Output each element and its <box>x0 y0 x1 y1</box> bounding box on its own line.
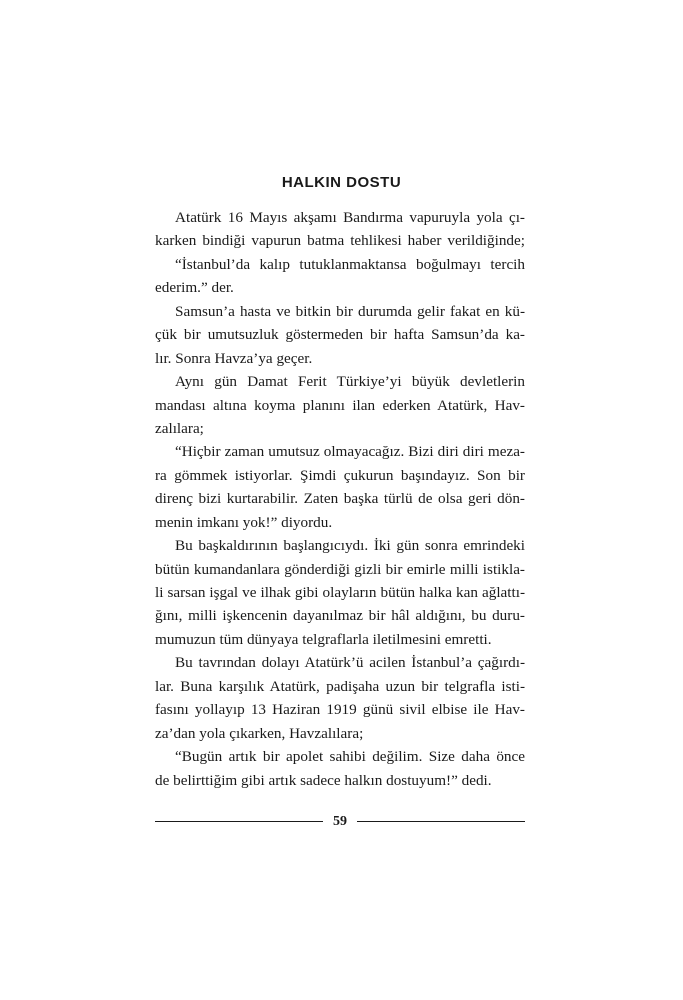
footer-rule-right <box>357 821 525 822</box>
text-line: lar. Buna karşılık Atatürk, padişaha uzun bir telgrafla isti- <box>155 677 525 695</box>
text-line: mandası altına koyma planını ilan ederken Atatürk, Hav- <box>155 396 525 414</box>
text-line: karken bindiği vapurun batma tehlikesi haber verildiğinde; <box>155 232 525 250</box>
text-line: “İstanbul’da kalıp tutuklanmaktansa boğulmayı tercih <box>175 255 525 273</box>
text-line: mumuzun tüm dünyaya telgraflarla iletilmesini emretti. <box>155 630 492 648</box>
chapter-title: HALKIN DOSTU <box>281 174 402 191</box>
text-line: Bu tavrından dolayı Atatürk’ü acilen İstanbul’a çağırdı- <box>175 654 525 672</box>
text-line: Atatürk 16 Mayıs akşamı Bandırma vapuruyla yola çı- <box>175 209 525 226</box>
text-line: zalılara; <box>155 419 204 437</box>
page-number: 59 <box>333 814 347 829</box>
text-line: menin imkanı yok!” diyordu. <box>155 513 333 531</box>
text-line: ğını, milli işkencenin dayanılmaz bir hâl aldığını, bu duru- <box>155 607 525 625</box>
text-line: ederim.” der. <box>155 279 234 297</box>
text-line: fasını yollayıp 13 Haziran 1919 günü sivil elbise ile Hav- <box>155 701 525 719</box>
text-line: za’dan yola çıkarken, Havzalılara; <box>155 724 364 742</box>
text-line: ra gömmek istiyorlar. Şimdi çukurun başındayız. Son bir <box>155 466 525 484</box>
text-line: Bu başkaldırının başlangıcıydı. İki gün sonra emrindeki <box>175 537 525 555</box>
text-line: Aynı gün Damat Ferit Türkiye’yi büyük devletlerin <box>175 373 525 391</box>
body-text <box>155 206 525 792</box>
text-line: lır. Sonra Havza’ya geçer. <box>155 349 313 367</box>
text-line: li sarsan işgal ve ilhak gibi olayların bütün halka kan ağlattı- <box>155 584 525 601</box>
text-line: “Bugün artık bir apolet sahibi değilim. Size daha önce <box>175 748 525 766</box>
text-line: de belirttiğim gibi artık sadece halkın dostuyum!” dedi. <box>155 771 492 789</box>
text-line: “Hiçbir zaman umutsuz olmayacağız. Bizi diri diri meza- <box>175 443 525 461</box>
text-line: direnç bizi kurtarabilir. Zaten başka türlü de olsa geri dön- <box>155 490 525 508</box>
text-line: bütün kumandanlara gönderdiği gizli bir emirle milli istikla- <box>155 560 525 578</box>
page-footer <box>155 812 525 832</box>
text-line: Samsun’a hasta ve bitkin bir durumda gelir fakat en kü- <box>175 302 525 320</box>
text-line: çük bir umutsuzluk göstermeden bir hafta Samsun’da ka- <box>155 326 525 344</box>
